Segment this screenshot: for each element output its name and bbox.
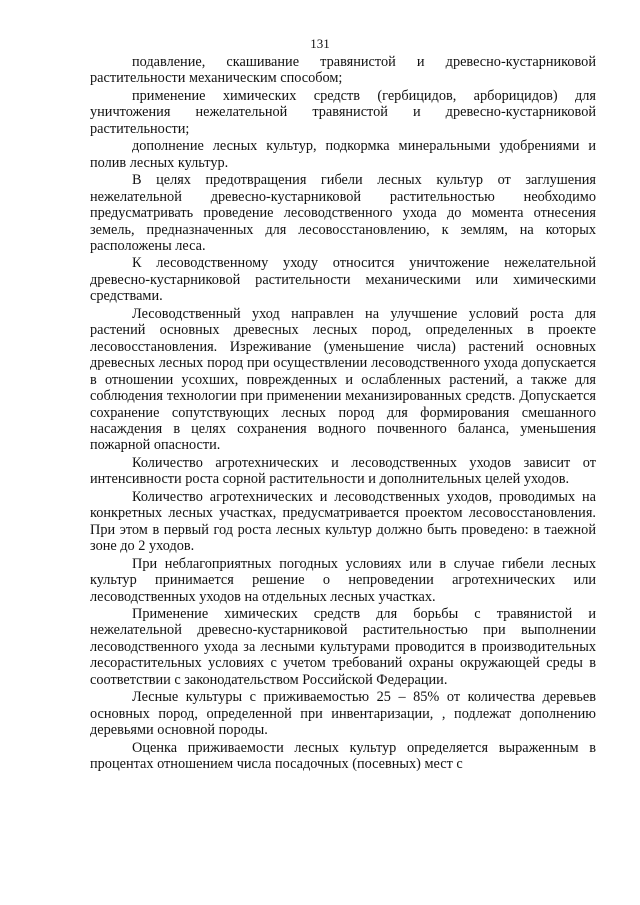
- page-number: 131: [310, 36, 330, 51]
- paragraph: Количество агротехнических и лесоводственных уходов зависит от интенсивности роста сорной растительности и дополнительных целей уходов.: [90, 454, 596, 488]
- paragraph: Лесные культуры с приживаемостью 25 – 85% от количества деревьев основных пород, определенной при инвентаризации, , подлежат дополнению деревьями основной породы.: [90, 689, 596, 739]
- paragraph: дополнение лесных культур, подкормка минеральными удобрениями и полив лесных культур.: [90, 138, 596, 171]
- paragraph: подавление, скашивание травянистой и древесно-кустарниковой растительности механическим способом;: [90, 54, 596, 87]
- paragraph: К лесоводственному уходу относится уничтожение нежелательной древесно-кустарниковой растительности механическими или химическими средствами.: [90, 255, 596, 305]
- paragraph: применение химических средств (гербицидов, арборицидов) для уничтожения нежелательной травянистой и древесно-кустарниковой растительности;: [90, 87, 596, 137]
- paragraph: Количество агротехнических и лесоводственных уходов, проводимых на конкретных лесных участках, предусматривается проектом лесовосстановления. При этом в первый год роста лесных культур должно быть проведено: в таежной зоне до 2 уходов.: [90, 488, 596, 555]
- paragraph: Применение химических средств для борьбы с травянистой и нежелательной древесно-кустарниковой растительностью при выполнении лесоводственного ухода за лесными культурами проводится в производительных лесорастительных условиях с учетом требований охраны окружающей среды в соответствии с законодательством Российской Федерации.: [90, 605, 596, 688]
- paragraph: Лесоводственный уход направлен на улучшение условий роста для растений основных древесных лесных пород, определенных в проекте лесовосстановления. Изреживание (уменьшение числа) растений основных древесных лесных пород при осуществлении лесоводственного ухода допускается в отношении усохших, поврежденных и ослабленных растений, а также для соблюдения технологии при применении механизированных средств. Допускается сохранение сопутствующих лесных пород для формирования смешанного насаждения в целях сохранения водного почвенного баланса, уменьшения пожарной опасности.: [90, 305, 596, 454]
- document-body: [90, 54, 596, 772]
- paragraph: В целях предотвращения гибели лесных культур от заглушения нежелательной древесно-кустарниковой растительностью необходимо предусматривать проведение лесоводственного ухода до момента отнесения земель, предназначенных для лесовосстановлению, к землям, на которых расположены леса.: [90, 172, 596, 254]
- paragraph: При неблагоприятных погодных условиях или в случае гибели лесных культур принимается решение о непроведении агротехнических или лесоводственных уходов на отдельных лесных участках.: [90, 555, 596, 605]
- paragraph: Оценка приживаемости лесных культур определяется выраженным в процентах отношением числа посадочных (посевных) мест с: [90, 739, 596, 773]
